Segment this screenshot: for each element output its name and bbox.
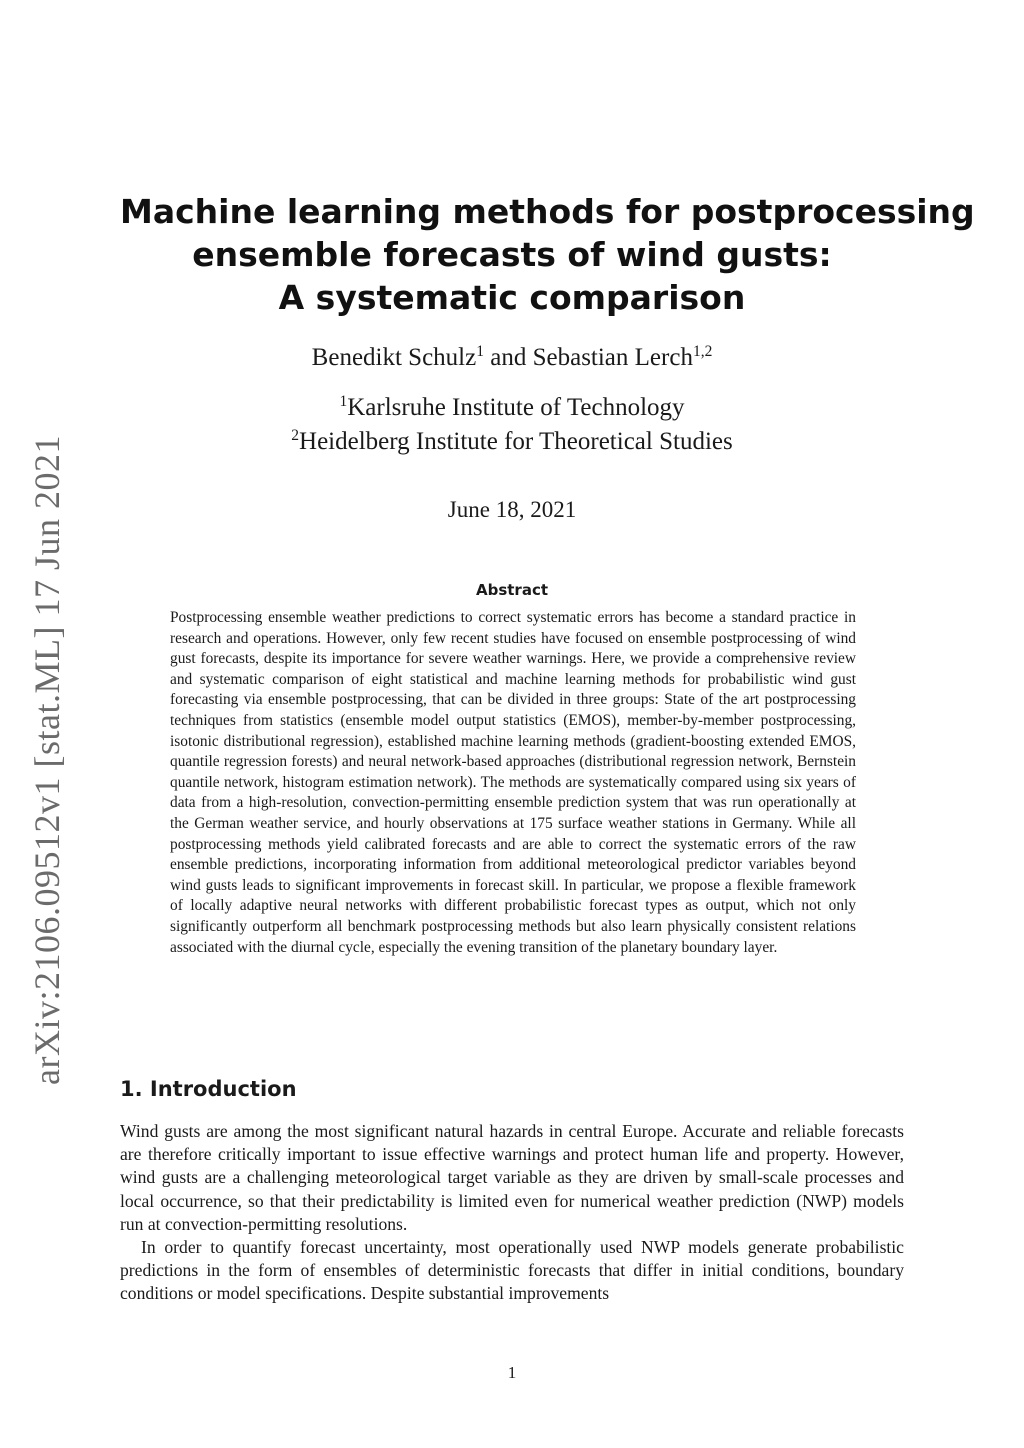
affiliations [120,392,904,460]
affiliation [120,426,904,460]
section-heading-introduction: 1. Introduction [120,1077,297,1101]
abstract [170,608,856,958]
affiliation-marker: 1 [339,393,348,411]
body-paragraph: Wind gusts are among the most significant natural hazards in central Europe. Accurate and reliable forecasts are therefore critically important to issue effective warnings and protect human life and property. However, wind gusts are a challenging meteorological target variable as they are driven by small-scale processes and local occurrence, so that their predictability is limited even for numerical weather prediction (NWP) models run at convection-permitting resolutions. [120,1121,904,1234]
body-paragraph: In order to quantify forecast uncertainty, most operationally used NWP models generate probabilistic predictions in the form of ensembles of deterministic forecasts that differ in initial conditions, boundary conditions or model specifications. Despite substantial improvements [120,1237,904,1304]
title-line-1: Machine learning methods for postprocessing [120,192,975,231]
introduction-body [120,1120,904,1306]
affiliation [120,392,904,426]
author-list [120,340,904,379]
affiliation-marker: 2 [291,427,300,445]
author-connector: and [483,344,533,371]
affiliation-name: Heidelberg Institute for Theoretical Studies [299,428,733,455]
affiliation-name: Karlsruhe Institute of Technology [347,394,685,421]
paper-title [120,190,975,319]
title-line-3: A systematic comparison [278,278,746,317]
arxiv-identifier: arXiv:2106.09512v1 [stat.ML] 17 Jun 2021 [27,435,67,1085]
affiliation-marker: 1 [476,343,484,361]
author-name: Benedikt Schulz [311,344,477,371]
author-name: Sebastian Lerch [532,344,693,371]
publication-date: June 18, 2021 [447,497,577,522]
page-number: 1 [507,1363,517,1382]
affiliation-marker: 1,2 [692,343,713,361]
abstract-heading: Abstract [475,581,549,599]
title-line-2: ensemble forecasts of wind gusts: [192,235,832,274]
abstract-text: Postprocessing ensemble weather predictions to correct systematic errors has become a standard practice in research and operations. However, only few recent studies have focused on ensemble postprocessing of wind gust forecasts, despite its importance for severe weather warnings. Here, we provide a comprehensive review and systematic comparison of eight statistical and machine learning methods for probabilistic wind gust forecasting via ensemble postprocessing, that can be divided in three groups: State of the art postprocessing techniques from statistics (ensemble model output statistics (EMOS), member-by-member postprocessing, isotonic distributional regression), established machine learning methods (gradient-boosting extended EMOS, quantile regression forests) and neural network-based approaches (distributional regression network, Bernstein quantile network, histogram estimation network). The methods are systematically compared using six years of data from a high-resolution, convection-permitting ensemble prediction system that was run operationally at the German weather service, and hourly observations at 175 surface weather stations in Germany. While all postprocessing methods yield calibrated forecasts and are able to correct the systematic errors of the raw ensemble predictions, incorporating information from additional meteorological predictor variables beyond wind gusts leads to significant improvements in forecast skill. In particular, we propose a flexible framework of locally adaptive neural networks with different probabilistic forecast types as output, which not only significantly outperform all benchmark postprocessing methods but also learn physically consistent relations associated with the diurnal cycle, especially the evening transition of the planetary boundary layer. [170,609,856,956]
